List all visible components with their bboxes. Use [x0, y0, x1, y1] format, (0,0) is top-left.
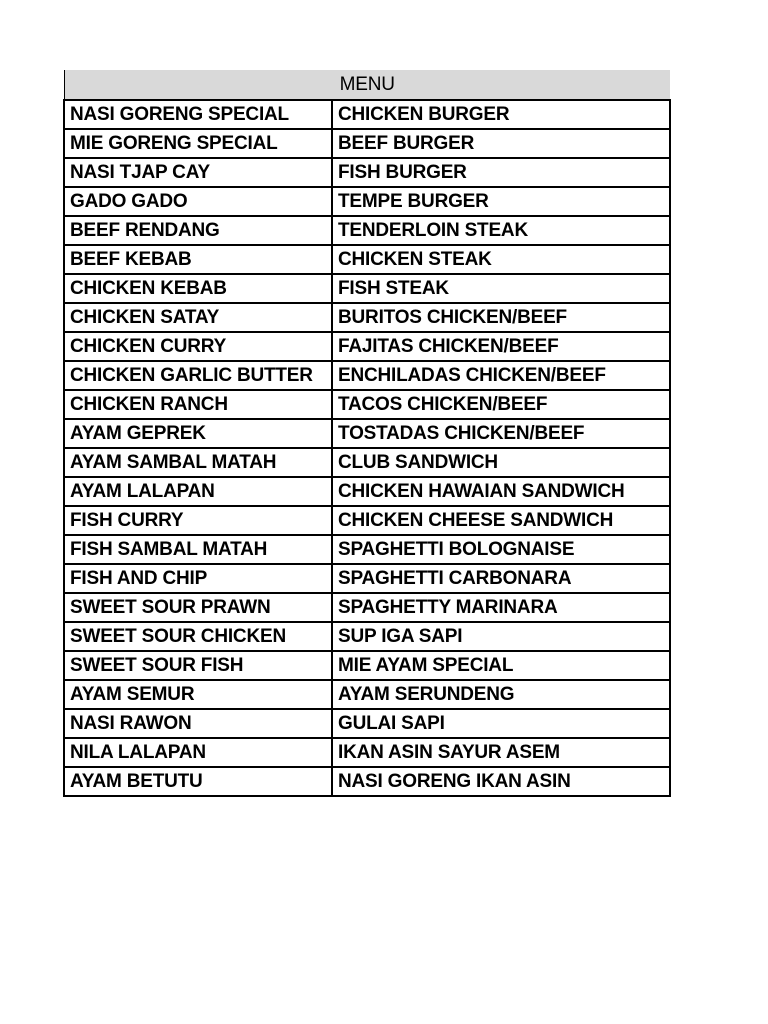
menu-row	[64, 709, 670, 738]
menu-item-right: IKAN ASIN SAYUR ASEM	[332, 738, 670, 767]
menu-row	[64, 274, 670, 303]
menu-row	[64, 622, 670, 651]
menu-item-right: NASI GORENG IKAN ASIN	[332, 767, 670, 796]
menu-item-right: TEMPE BURGER	[332, 187, 670, 216]
menu-item-right: FAJITAS CHICKEN/BEEF	[332, 332, 670, 361]
menu-item-left: AYAM SAMBAL MATAH	[64, 448, 332, 477]
menu-row	[64, 361, 670, 390]
menu-item-right: ENCHILADAS CHICKEN/BEEF	[332, 361, 670, 390]
menu-item-right: TOSTADAS CHICKEN/BEEF	[332, 419, 670, 448]
menu-row	[64, 100, 670, 129]
menu-item-right: AYAM SERUNDENG	[332, 680, 670, 709]
menu-item-right: MIE AYAM SPECIAL	[332, 651, 670, 680]
menu-item-right: FISH BURGER	[332, 158, 670, 187]
menu-item-right: CHICKEN CHEESE SANDWICH	[332, 506, 670, 535]
menu-item-left: SWEET SOUR CHICKEN	[64, 622, 332, 651]
menu-item-left: BEEF KEBAB	[64, 245, 332, 274]
menu-row	[64, 419, 670, 448]
menu-row	[64, 767, 670, 796]
menu-item-left: AYAM LALAPAN	[64, 477, 332, 506]
menu-item-left: NASI RAWON	[64, 709, 332, 738]
menu-row	[64, 506, 670, 535]
menu-row	[64, 680, 670, 709]
menu-row	[64, 332, 670, 361]
menu-row	[64, 216, 670, 245]
menu-item-left: SWEET SOUR FISH	[64, 651, 332, 680]
menu-item-left: CHICKEN CURRY	[64, 332, 332, 361]
menu-item-left: FISH SAMBAL MATAH	[64, 535, 332, 564]
menu-item-left: BEEF RENDANG	[64, 216, 332, 245]
menu-item-left: AYAM SEMUR	[64, 680, 332, 709]
menu-item-left: AYAM GEPREK	[64, 419, 332, 448]
menu-item-left: AYAM BETUTU	[64, 767, 332, 796]
menu-row	[64, 390, 670, 419]
menu-item-left: CHICKEN RANCH	[64, 390, 332, 419]
menu-item-right: SPAGHETTI BOLOGNAISE	[332, 535, 670, 564]
menu-item-left: GADO GADO	[64, 187, 332, 216]
menu-item-right: FISH STEAK	[332, 274, 670, 303]
menu-item-left: SWEET SOUR PRAWN	[64, 593, 332, 622]
menu-item-left: CHICKEN SATAY	[64, 303, 332, 332]
menu-row	[64, 187, 670, 216]
menu-item-right: TENDERLOIN STEAK	[332, 216, 670, 245]
menu-row	[64, 303, 670, 332]
menu-item-left: NASI TJAP CAY	[64, 158, 332, 187]
menu-item-left: NILA LALAPAN	[64, 738, 332, 767]
menu-row	[64, 651, 670, 680]
menu-row	[64, 129, 670, 158]
menu-item-right: CHICKEN BURGER	[332, 100, 670, 129]
menu-item-right: CHICKEN STEAK	[332, 245, 670, 274]
menu-row	[64, 477, 670, 506]
menu-item-left: NASI GORENG SPECIAL	[64, 100, 332, 129]
menu-row	[64, 448, 670, 477]
menu-body	[64, 100, 670, 796]
menu-row	[64, 158, 670, 187]
menu-title: MENU	[64, 70, 670, 100]
menu-item-right: BURITOS CHICKEN/BEEF	[332, 303, 670, 332]
menu-item-left: CHICKEN KEBAB	[64, 274, 332, 303]
menu-item-left: FISH AND CHIP	[64, 564, 332, 593]
menu-row	[64, 564, 670, 593]
menu-item-left: MIE GORENG SPECIAL	[64, 129, 332, 158]
menu-item-right: TACOS CHICKEN/BEEF	[332, 390, 670, 419]
menu-row	[64, 738, 670, 767]
menu-item-right: CLUB SANDWICH	[332, 448, 670, 477]
menu-item-right: SPAGHETTI CARBONARA	[332, 564, 670, 593]
menu-item-right: GULAI SAPI	[332, 709, 670, 738]
menu-row	[64, 535, 670, 564]
menu-item-left: CHICKEN GARLIC BUTTER	[64, 361, 332, 390]
menu-item-left: FISH CURRY	[64, 506, 332, 535]
menu-item-right: BEEF BURGER	[332, 129, 670, 158]
menu-item-right: CHICKEN HAWAIAN SANDWICH	[332, 477, 670, 506]
menu-table	[63, 70, 671, 797]
menu-item-right: SPAGHETTY MARINARA	[332, 593, 670, 622]
menu-row	[64, 245, 670, 274]
menu-header-row	[64, 70, 670, 100]
menu-row	[64, 593, 670, 622]
menu-item-right: SUP IGA SAPI	[332, 622, 670, 651]
